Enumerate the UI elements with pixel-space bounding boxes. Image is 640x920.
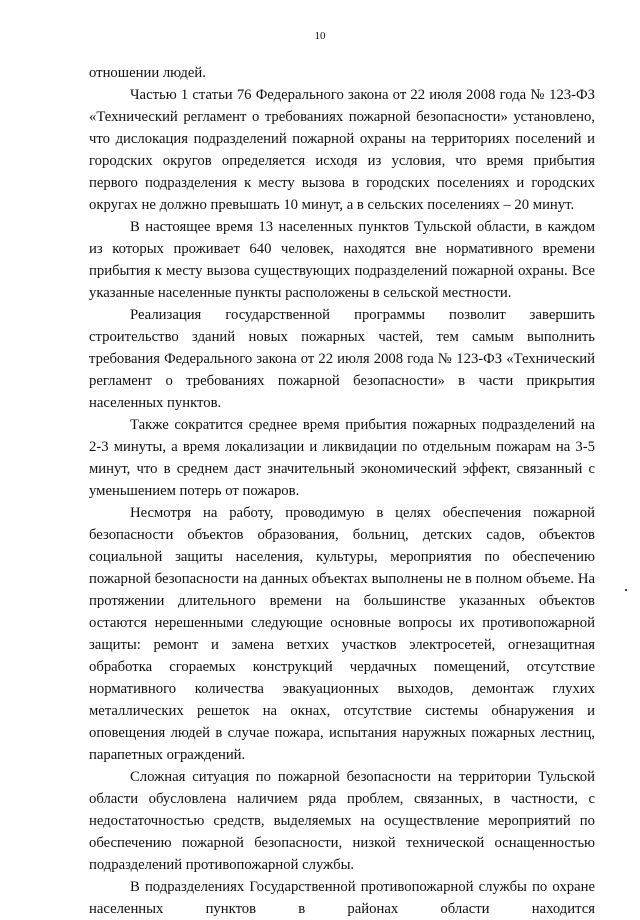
paragraph-program: Реализация государственной программы позволит завершить строительство зданий новых пожарных частей, тем самым выполнить требования Федерального закона от 22 июля 2008 года № 123-ФЗ «Технический регламент о требованиях пожарной безопасности» в части прикрытия населенных пунктов. <box>89 307 595 411</box>
document-body <box>89 62 595 920</box>
page-number: 10 <box>314 30 326 42</box>
paragraph-continuation: отношении людей. <box>89 65 206 81</box>
paragraph-federal-law: Частью 1 статьи 76 Федерального закона от 22 июля 2008 года № 123-ФЗ «Технический регламент о требованиях пожарной безопасности» установлено, что дислокация подразделений пожарной охраны на территориях поселений и городских округов определяется исходя из условия, что время прибытия первого подразделения к месту вызова в городских поселениях и городских округах не должно превышать 10 минут, а в сельских поселениях – 20 минут. <box>89 87 595 213</box>
paragraph-difficult-situation: Сложная ситуация по пожарной безопасности на территории Тульской области обусловлена наличием ряда проблем, связанных, в частности, с недостаточностью средств, выделяемых на осуществление мероприятий по обеспечению пожарной безопасности, низкой технической оснащенностью подразделений противопожарной службы. <box>89 769 595 873</box>
paragraph-subdivisions: В подразделениях Государственной противопожарной службы по охране населенных пунктов в районах области находится <box>89 879 595 917</box>
paragraph-arrival-time: Также сократится среднее время прибытия пожарных подразделений на 2-3 минуты, а время локализации и ликвидации по отдельным пожарам на 3-5 минут, что в среднем даст значительный экономический эффект, связанный с уменьшением потерь от пожаров. <box>89 417 595 499</box>
paragraph-objects-safety: Несмотря на работу, проводимую в целях обеспечения пожарной безопасности объектов образования, больниц, детских садов, объектов социальной защиты населения, культуры, мероприятия по обеспечению пожарной безопасности на данных объектах выполнены не в полном объеме. На протяжении длительного времени на большинстве указанных объектов остаются нерешенными следующие основные вопросы их противопожарной защиты: ремонт и замена ветхих участков электросетей, огнезащитная обработка сгораемых конструкций чердачных помещений, отсутствие нормативного количества эвакуационных выходов, демонтаж глухих металлических решеток на окнах, отсутствие системы обнаружения и оповещения людей в случае пожара, испытания наружных пожарных лестниц, парапетных ограждений. <box>89 505 595 763</box>
scan-speck <box>625 589 627 591</box>
paragraph-settlements: В настоящее время 13 населенных пунктов Тульской области, в каждом из которых проживает 640 человек, находятся вне нормативного времени прибытия к месту вызова существующих подразделений пожарной охраны. Все указанные населенные пункты расположены в сельской местности. <box>89 219 595 301</box>
